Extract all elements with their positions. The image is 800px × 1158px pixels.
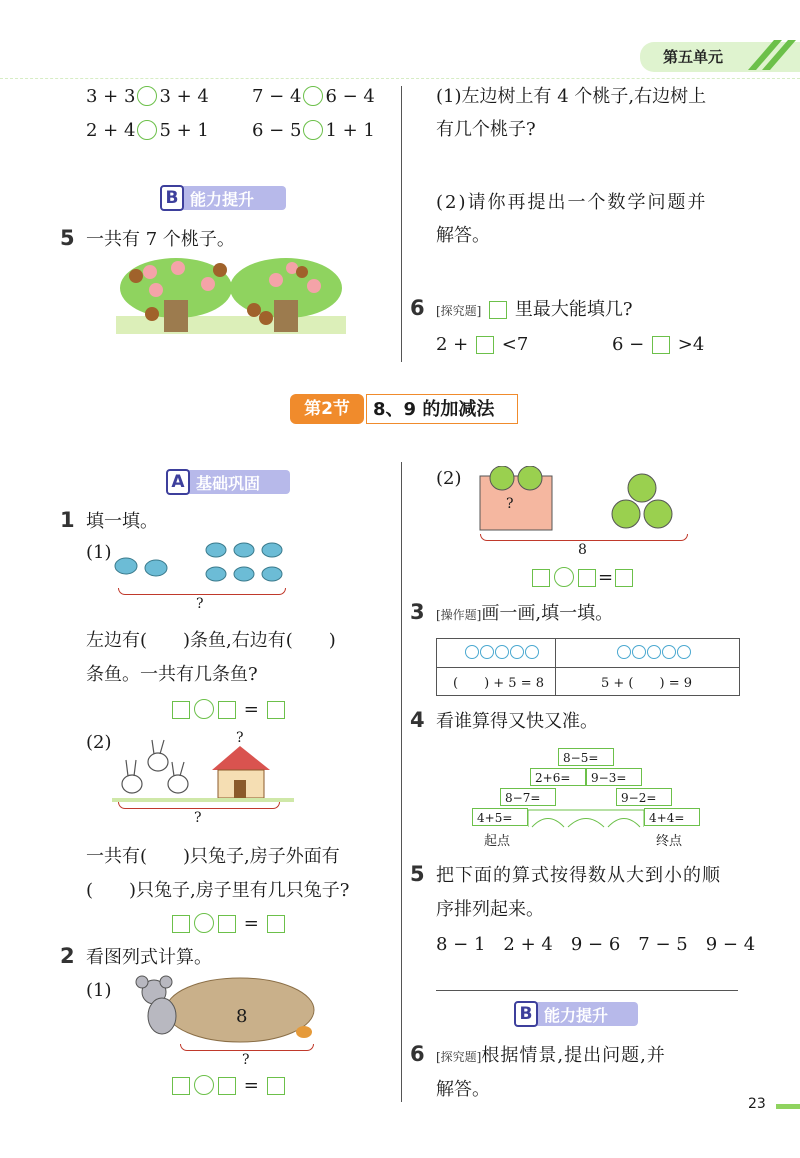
- comparison-row: 3 + 3 3 + 4: [86, 86, 209, 107]
- answer-box[interactable]: [172, 915, 190, 933]
- question-tag: [探究题]: [436, 1050, 482, 1064]
- inequality: 6 − >4: [612, 334, 705, 355]
- sub-label: (2): [86, 732, 112, 753]
- answer-box[interactable]: [578, 569, 596, 587]
- answer-box[interactable]: [172, 1077, 190, 1095]
- table-cell[interactable]: ( ) + 5 = 8: [453, 676, 545, 691]
- drawn-circle: [510, 645, 524, 659]
- house-question: ?: [236, 730, 244, 746]
- pyramid-cell[interactable]: 9−3=: [586, 768, 642, 786]
- table-cell[interactable]: 5 + ( ) = 9: [601, 676, 693, 691]
- bridge-arches: [528, 806, 644, 828]
- answer-box[interactable]: [489, 301, 507, 319]
- answer-box[interactable]: [172, 701, 190, 719]
- inequality: 2 + <7: [436, 334, 529, 355]
- compare-circle[interactable]: [303, 86, 323, 106]
- bag-value: 8: [236, 1006, 248, 1027]
- answer-box[interactable]: [652, 336, 670, 354]
- question-text: 看谁算得又快又准。: [436, 711, 598, 732]
- drawn-circle: [632, 645, 646, 659]
- question-text: 有几个桃子?: [436, 119, 536, 140]
- operator-circle[interactable]: [194, 699, 214, 719]
- peach-trees-illustration: [116, 256, 346, 334]
- question-text: 一共有( )只兔子,房子外面有: [86, 846, 340, 867]
- expression-list: 8 − 1 2 + 4 9 − 6 7 − 5 9 − 4: [436, 934, 756, 955]
- question-number: 6: [410, 1042, 425, 1066]
- question-number: 6: [410, 296, 425, 320]
- question-text: 填一填。: [86, 511, 158, 532]
- question-text: ( )只兔子,房子里有几只兔子?: [86, 880, 350, 901]
- question-number: 5: [410, 862, 425, 886]
- end-label: 终点: [656, 834, 683, 849]
- circle-group: [465, 645, 539, 659]
- drawing-table: [436, 638, 740, 696]
- question-text: 把下面的算式按得数从大到小的顺: [436, 865, 721, 886]
- section-badge-b: B 能力提升: [516, 1002, 638, 1026]
- section-badge-b: B 能力提升: [162, 186, 286, 210]
- question-line: [操作题]画一画,填一填。: [436, 603, 614, 624]
- question-number: 1: [60, 508, 75, 532]
- unit-title: 第五单元: [663, 48, 724, 66]
- total-brace: [180, 1044, 314, 1051]
- pyramid-cell[interactable]: 9−2=: [616, 788, 672, 806]
- question-text: (1)左边树上有 4 个桃子,右边树上: [436, 86, 707, 107]
- page-number-bar: [776, 1104, 800, 1109]
- compare-circle[interactable]: [137, 120, 157, 140]
- drawn-circle: [495, 645, 509, 659]
- question-text: 序排列起来。: [436, 899, 544, 920]
- section-title-label: 第2节: [290, 394, 364, 424]
- compare-circle[interactable]: [303, 120, 323, 140]
- answer-box[interactable]: [267, 1077, 285, 1095]
- total-brace: [480, 534, 688, 541]
- fish-illustration: [112, 540, 296, 586]
- question-line: [探究题]根据情景,提出问题,并: [436, 1045, 666, 1066]
- answer-box[interactable]: [218, 915, 236, 933]
- sub-label: (1): [86, 980, 112, 1001]
- drawn-circle: [465, 645, 479, 659]
- pyramid-cell[interactable]: 4+4=: [644, 808, 700, 826]
- brace-question: ?: [196, 596, 204, 612]
- question-text: 条鱼。一共有几条鱼?: [86, 664, 258, 685]
- question-tag: [操作题]: [436, 608, 482, 622]
- question-number: 5: [60, 226, 75, 250]
- question-text: (2)请你再提出一个数学问题并: [436, 192, 708, 213]
- equation-template: =: [170, 911, 287, 937]
- column-divider-top: [401, 86, 402, 362]
- answer-box[interactable]: [267, 915, 285, 933]
- question-number: 4: [410, 708, 425, 732]
- equation-template: =: [530, 565, 635, 591]
- box-value: ?: [506, 496, 514, 512]
- answer-box[interactable]: [218, 1077, 236, 1095]
- question-text: 解答。: [436, 225, 490, 246]
- question-text: 解答。: [436, 1079, 490, 1100]
- header-stripes-icon: [744, 36, 800, 72]
- drawn-circle: [677, 645, 691, 659]
- brace-question: ?: [242, 1052, 250, 1068]
- drawn-circle: [480, 645, 494, 659]
- circle-group: [617, 645, 691, 659]
- header-rule: [0, 78, 800, 79]
- pyramid-cell[interactable]: 8−7=: [500, 788, 556, 806]
- drawn-circle: [617, 645, 631, 659]
- total-brace: [118, 802, 280, 809]
- operator-circle[interactable]: [554, 567, 574, 587]
- sub-label: (2): [436, 468, 462, 489]
- question-text: 看图列式计算。: [86, 947, 212, 968]
- drawn-circle: [662, 645, 676, 659]
- brace-question: ?: [194, 810, 202, 826]
- section-badge-a: A 基础巩固: [168, 470, 290, 494]
- question-line: [探究题] 里最大能填几?: [436, 299, 633, 320]
- question-tag: [探究题]: [436, 304, 482, 318]
- brace-total: 8: [578, 542, 587, 558]
- comparison-row: 7 − 4 6 − 4: [252, 86, 375, 107]
- operator-circle[interactable]: [194, 1075, 214, 1095]
- mouse-bag-illustration: [128, 972, 328, 1044]
- drawn-circle: [525, 645, 539, 659]
- comparison-row: 2 + 4 5 + 1: [86, 120, 209, 141]
- pyramid: [470, 748, 700, 828]
- sub-label: (1): [86, 542, 112, 563]
- question-number: 2: [60, 944, 75, 968]
- pyramid-cell[interactable]: 2+6=: [530, 768, 586, 786]
- pyramid-cell[interactable]: 8−5=: [558, 748, 614, 766]
- question-text: 一共有 7 个桃子。: [86, 229, 235, 250]
- answer-box[interactable]: [476, 336, 494, 354]
- table-divider: [437, 667, 739, 668]
- answer-box[interactable]: [267, 701, 285, 719]
- answer-box[interactable]: [218, 701, 236, 719]
- equation-template: =: [170, 1073, 287, 1099]
- section-title: 8、9 的加减法: [366, 394, 518, 424]
- answer-box[interactable]: [615, 569, 633, 587]
- comparison-row: 6 − 5 1 + 1: [252, 120, 375, 141]
- column-divider-bottom: [401, 462, 402, 1102]
- answer-line[interactable]: [436, 990, 738, 991]
- page-number: 23: [748, 1096, 766, 1112]
- pyramid-cell[interactable]: 4+5=: [472, 808, 528, 826]
- answer-box[interactable]: [532, 569, 550, 587]
- operator-circle[interactable]: [194, 913, 214, 933]
- drawn-circle: [647, 645, 661, 659]
- question-text: 左边有( )条鱼,右边有( ): [86, 630, 336, 651]
- question-number: 3: [410, 600, 425, 624]
- rabbits-house-illustration: [112, 736, 294, 802]
- start-label: 起点: [484, 834, 511, 849]
- total-brace: [118, 588, 286, 595]
- equation-template: =: [170, 697, 287, 723]
- compare-circle[interactable]: [137, 86, 157, 106]
